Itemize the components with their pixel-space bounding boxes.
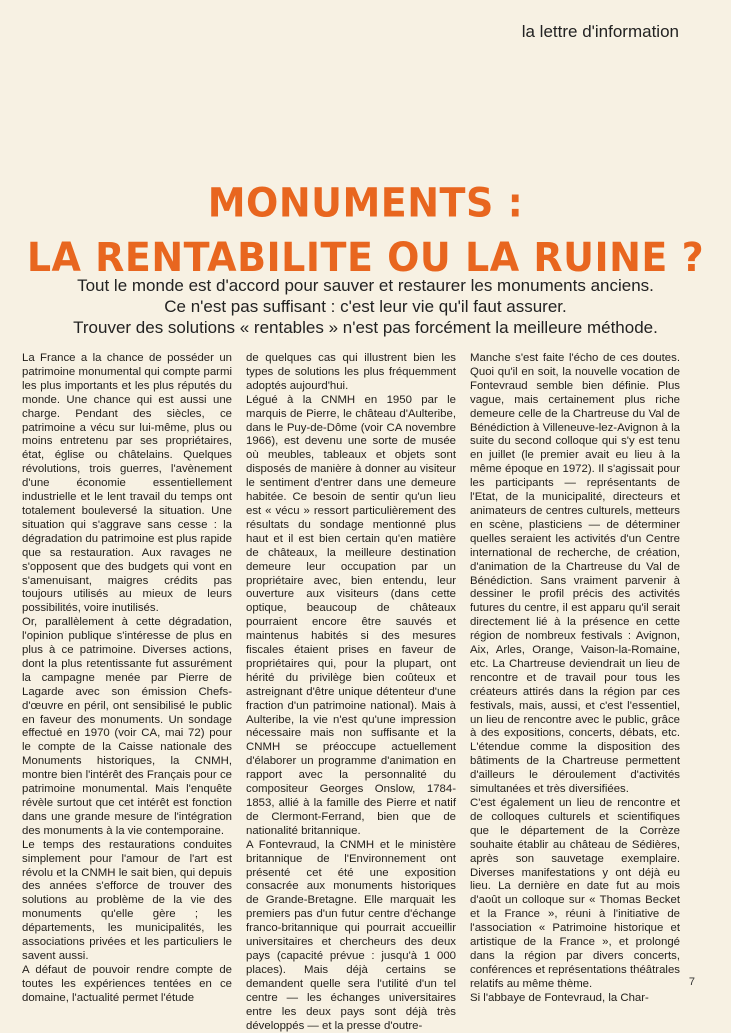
article-intro (0, 275, 731, 338)
title-line-1: MONUMENTS : (207, 179, 524, 226)
paragraph: de quelques cas qui illustrent bien les types de solutions les plus fréquemment adoptés aujourd'hui. (246, 352, 456, 392)
paragraph: A Fontevraud, la CNMH et le ministère britannique de l'Environnement ont présenté cet été une exposition consacrée aux monuments historiques de Grande-Bretagne. Elle marquait les premiers pas d'un futur centre d'échange franco-britannique qui pourrait accueillir universitaires et chercheurs des deux pays (capacité prévue : jusqu'à 1 000 places). Mais déjà certains se demandent quelle sera l'utilité d'un tel centre — les échanges universitaires entre les deux pays sont déjà très développés — et la presse d'outre- (246, 838, 456, 1032)
paragraph: Le temps des restaurations conduites simplement pour l'amour de l'art est révolu et la CNMH le sait bien, qui depuis des années s'efforce de trouver des solutions au problème de la vie des monuments qu'elle gère ; les départements, les municipalités, les associations privées et les particuliers le savent aussi. (22, 838, 232, 962)
title-line-2: LA RENTABILITE OU LA RUINE ? (26, 234, 705, 281)
intro-line-1: Tout le monde est d'accord pour sauver et restaurer les monuments anciens. (77, 276, 654, 295)
running-header: la lettre d'information (521, 22, 679, 41)
article-body (22, 352, 682, 1033)
intro-line-2: Ce n'est pas suffisant : c'est leur vie qu'il faut assurer. (164, 297, 567, 316)
paragraph: Manche s'est faite l'écho de ces doutes. Quoi qu'il en soit, la nouvelle vocation de Fontevraud semble bien définie. Plus vague, mais certainement plus riche demeure celle de la Chartreuse du Val de Bénédiction à Villeneuve-lez-Avignon à la suite du second colloque qui s'y est tenu en juillet (le premier avait eu lieu à la même époque en 1972). Il s'agissait pour les participants — représentants de l'Etat, de la municipalité, directeurs et animateurs de centres culturels, metteurs en scène, plasticiens — de déterminer quelles seraient les activités d'un Centre international de recherche, de création, d'animation de la Chartreuse du Val de Bénédiction. Sans vraiment parvenir à dessiner le profil précis des activités futures du centre, il est apparu qu'il serait directement lié à la présence en cette région de nombreux festivals : Avignon, Aix, Arles, Orange, Vaison-la-Romaine, etc. La Chartreuse deviendrait un lieu de rencontre et de travail pour tous les créateurs attirés dans la région par ces festivals, mais, aussi, et c'est l'essentiel, un lieu de rencontre avec le public, grâce à des expositions, concerts, débats, etc. L'étendue comme la disposition des bâtiments de la Chartreuse permettent d'ailleurs le déroulement d'activités simultanées et très diversifiées. (470, 352, 680, 796)
intro-line-3: Trouver des solutions « rentables » n'est pas forcément la meilleure méthode. (73, 318, 658, 337)
page-number: 7 (688, 976, 695, 988)
paragraph: Légué à la CNMH en 1950 par le marquis de Pierre, le château d'Aulteribe, dans le Puy-de-Dôme (voir CA novembre 1966), est devenu une sorte de musée où meubles, tableaux et objets sont disposés de manière à donner au visiteur le sentiment d'entrer dans une demeure habitée. Ce besoin de sentir qu'un lieu est « vécu » ressort particulièrement des résultats du sondage mentionné plus haut et il est bien certain qu'en matière de châteaux, la meilleure destination demeure leur occupation par un propriétaire avec, bien entendu, leur ouverture aux visiteurs (dans cette optique, beaucoup de châteaux pourraient encore être sauvés et maintenus habités si des mesures fiscales étaient prises en faveur de propriétaires qui, pour la plupart, ont hérité du privilège bien coûteux et astreignant d'être unique détenteur d'une fraction d'un patrimoine national). Mais à Aulteribe, la vie n'est qu'une impression nécessaire mais non suffisante et la CNMH se préoccupe actuellement d'élaborer un programme d'animation en rapport avec la personnalité du compositeur Georges Onslow, 1784-1853, allié à la famille des Pierre et natif de Clermont-Ferrand, bien que de nationalité britannique. (246, 393, 456, 837)
paragraph: Or, parallèlement à cette dégradation, l'opinion publique s'intéresse de plus en plus à ce patrimoine. Diverses actions, dont la plus retentissante fut assurément la campagne menée par Pierre de Lagarde avec son émission Chefs-d'œuvre en péril, ont sensibilisé le public en faveur des monuments. Un sondage effectué en 1970 (voir CA, mai 72) pour le compte de la Caisse nationale des Monuments historiques, la CNMH, montre bien l'intérêt des Français pour ce patrimoine monumental. Mais l'enquête révèle surtout que cet intérêt est fonction dans une grande mesure de l'intégration des monuments à la vie contemporaine. (22, 616, 232, 837)
paragraph: C'est également un lieu de rencontre et de colloques culturels et scientifiques que le département de la Corrèze souhaite établir au château de Sédières, après son sauvetage exemplaire. Diverses manifestations y ont déjà eu lieu. La dernière en date fut au mois d'août un colloque sur « Thomas Becket et la France », réuni à l'initiative de l'association « Patrimoine historique et artistique de la France », et prolongé dans la région par divers concerts, conférences et représentations théâtrales relatifs au même thème. (470, 797, 680, 990)
text-column-1 (22, 352, 232, 1033)
text-column-2 (246, 352, 456, 1033)
paragraph: La France a la chance de posséder un patrimoine monumental qui compte parmi les plus importants et les plus réputés du monde. Une chance qui est aussi une charge. Pendant des siècles, ce patrimoine a vécu sur lui-même, plus ou moins entretenu par ses propriétaires, état, église ou châtelains. Quelques révolutions, trois guerres, l'avènement d'une économie essentiellement industrielle et le lent travail du temps ont totalement bouleversé la situation. Une situation qui s'aggrave sans cesse : la dégradation du patrimoine est plus rapide que sa restauration. Aux ravages ne s'opposent que des budgets qui vont en s'amenuisant, maigres crédits pas toujours utilisés au mieux de leurs possibilités, voire inutilisés. (22, 352, 232, 615)
text-column-3 (470, 352, 680, 1033)
paragraph: A défaut de pouvoir rendre compte de toutes les expériences tentées en ce domaine, l'actualité permet l'étude (22, 963, 232, 1004)
article-title (0, 175, 731, 284)
paragraph: Si l'abbaye de Fontevraud, la Char- (470, 991, 649, 1004)
